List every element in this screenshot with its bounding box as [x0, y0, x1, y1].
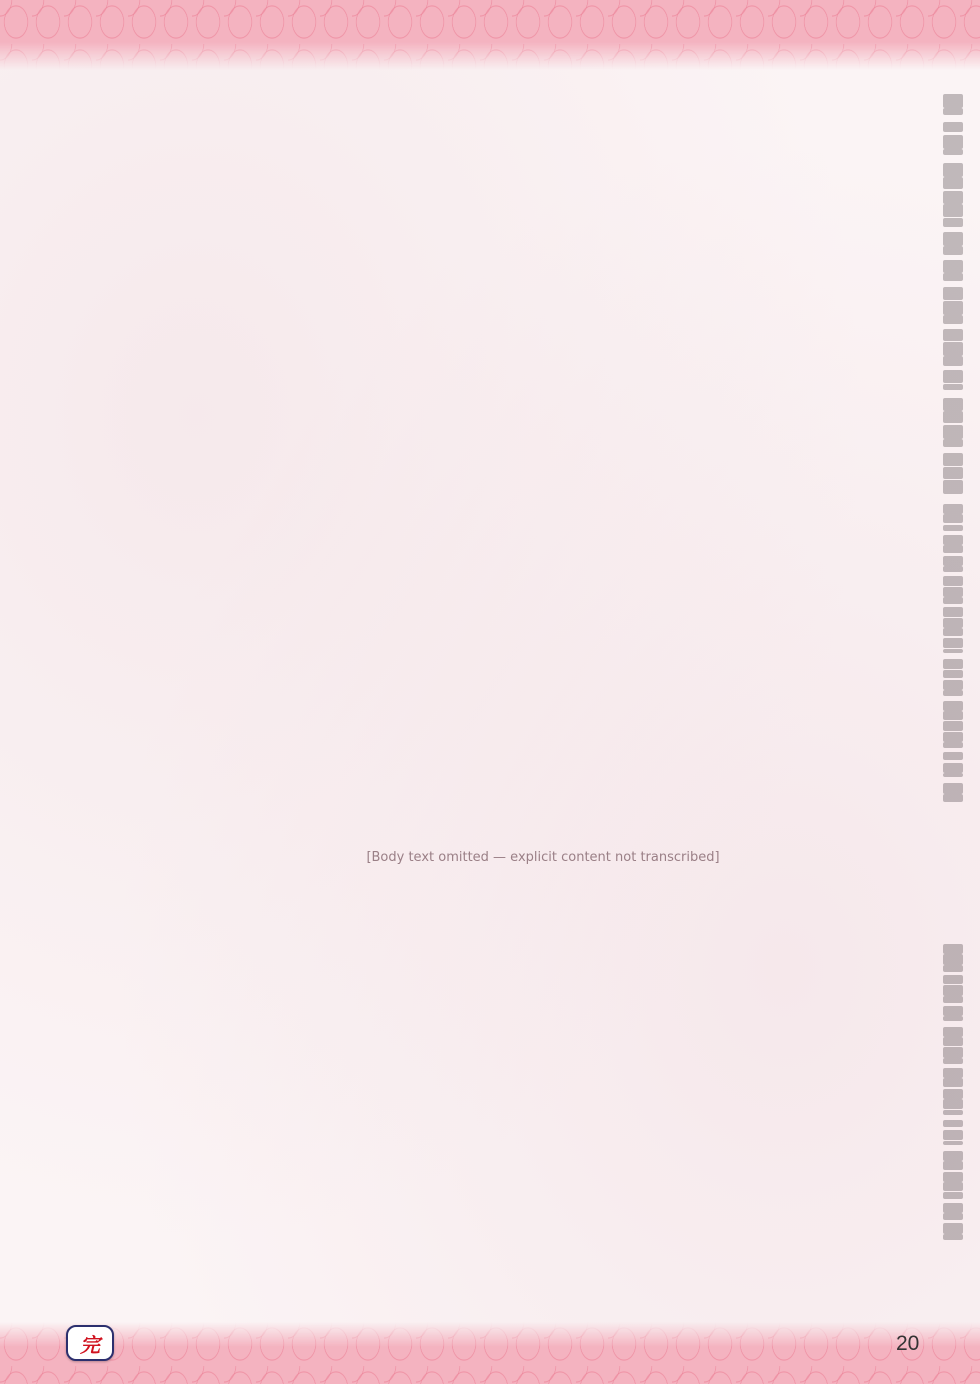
text-column-placeholder [943, 556, 963, 566]
text-column [939, 108, 968, 122]
page-number: 20 [896, 1332, 920, 1355]
text-column [939, 996, 968, 1006]
text-column-placeholder [943, 1234, 963, 1240]
text-column [939, 356, 968, 370]
text-column-placeholder [943, 329, 963, 341]
text-column-placeholder [943, 954, 963, 964]
text-column-placeholder [943, 985, 963, 995]
text-column-placeholder [943, 670, 963, 678]
text-column [939, 370, 968, 384]
text-column-placeholder [943, 1213, 963, 1220]
text-column [939, 1120, 968, 1130]
text-column [939, 576, 968, 586]
text-column-placeholder [943, 1016, 963, 1021]
text-column [939, 1068, 968, 1078]
text-column-placeholder [943, 649, 963, 654]
text-column-placeholder [943, 1141, 963, 1145]
text-column [939, 1110, 968, 1120]
text-column-placeholder [943, 944, 963, 954]
text-column [939, 944, 968, 954]
bottom-lattice-border [0, 1322, 980, 1384]
text-column-placeholder [943, 783, 963, 793]
text-column-placeholder [943, 370, 963, 383]
text-column [939, 1130, 968, 1140]
text-column [939, 163, 968, 177]
text-column-placeholder [943, 525, 963, 531]
text-column [939, 246, 968, 260]
text-column [939, 287, 968, 301]
text-column-placeholder [943, 566, 963, 572]
text-column-placeholder [943, 1120, 963, 1127]
text-column-placeholder [943, 1037, 963, 1045]
text-column-placeholder [943, 204, 963, 216]
text-column [939, 94, 968, 108]
text-tier-2 [118, 504, 968, 804]
text-column-placeholder [943, 1089, 963, 1099]
text-column [939, 721, 968, 731]
text-column-placeholder [943, 439, 963, 447]
text-column [939, 587, 968, 597]
text-column [939, 425, 968, 439]
text-column-placeholder [943, 1192, 963, 1198]
text-column [939, 954, 968, 964]
text-column-placeholder [943, 576, 963, 586]
end-mark-text: 完 [80, 1332, 100, 1357]
text-column [939, 556, 968, 566]
text-column-placeholder [943, 1182, 963, 1191]
text-column [939, 1213, 968, 1223]
text-column-placeholder [943, 514, 963, 523]
text-column [939, 1047, 968, 1057]
text-tier-1 [118, 94, 968, 494]
text-column [939, 732, 968, 742]
text-column-placeholder [943, 411, 963, 422]
text-column [939, 965, 968, 975]
text-column [939, 1016, 968, 1026]
text-column-placeholder [943, 218, 963, 227]
text-column [939, 1223, 968, 1233]
text-column [939, 680, 968, 690]
text-column-placeholder [943, 732, 963, 742]
text-column-placeholder [943, 135, 963, 149]
text-column-placeholder [943, 1203, 963, 1213]
text-column-placeholder [943, 1068, 963, 1078]
text-column [939, 480, 968, 494]
text-column-placeholder [943, 587, 963, 597]
text-column-placeholder [943, 425, 963, 439]
text-column-placeholder [943, 1161, 963, 1170]
text-column-placeholder [943, 1006, 963, 1016]
text-column-placeholder [943, 597, 963, 604]
text-column [939, 1058, 968, 1068]
text-column-placeholder [943, 287, 963, 300]
text-column [939, 329, 968, 343]
text-column [939, 191, 968, 205]
text-column-placeholder [943, 1078, 963, 1087]
text-column-placeholder [943, 1099, 963, 1109]
text-column [939, 1027, 968, 1037]
text-column [939, 1037, 968, 1047]
text-column-placeholder [943, 398, 963, 412]
text-column-placeholder [943, 545, 963, 552]
text-column [939, 514, 968, 524]
text-column [939, 763, 968, 773]
text-column [939, 453, 968, 467]
text-column-placeholder [943, 1058, 963, 1064]
text-column [939, 1099, 968, 1109]
text-column [939, 566, 968, 576]
text-column [939, 315, 968, 329]
text-column [939, 301, 968, 315]
text-column [939, 149, 968, 163]
text-column-placeholder [943, 773, 963, 777]
text-column-placeholder [943, 690, 963, 696]
text-column-placeholder [943, 232, 963, 246]
text-column-placeholder [943, 628, 963, 636]
text-column-placeholder [943, 356, 963, 366]
text-column [939, 1192, 968, 1202]
text-column [939, 1172, 968, 1182]
text-column [939, 384, 968, 398]
text-column [939, 628, 968, 638]
text-column-placeholder [943, 163, 963, 177]
text-column-placeholder [943, 108, 963, 116]
text-column-placeholder [943, 453, 963, 467]
text-column-placeholder [943, 1047, 963, 1057]
text-column-placeholder [943, 711, 963, 720]
text-column-placeholder [943, 1151, 963, 1161]
text-column [939, 1182, 968, 1192]
text-column [939, 638, 968, 648]
text-column [939, 618, 968, 628]
text-column [939, 218, 968, 232]
text-column [939, 690, 968, 700]
text-column [939, 742, 968, 752]
text-column-placeholder [943, 122, 963, 132]
text-column [939, 1141, 968, 1151]
text-column-placeholder [943, 191, 963, 204]
text-tier-3 [118, 944, 968, 1244]
text-column [939, 1234, 968, 1244]
text-column [939, 985, 968, 995]
text-column [939, 122, 968, 136]
text-column-placeholder [943, 315, 963, 324]
text-column-placeholder [943, 384, 963, 390]
text-column [939, 467, 968, 481]
text-column-placeholder [943, 1172, 963, 1182]
text-column [939, 135, 968, 149]
text-column-placeholder [943, 342, 963, 356]
text-column [939, 545, 968, 555]
text-column [939, 1078, 968, 1088]
text-column [939, 975, 968, 985]
omitted-content-note: [Body text omitted — explicit content not transcribed] [366, 850, 720, 865]
text-column-placeholder [943, 742, 963, 748]
text-column-placeholder [943, 638, 963, 648]
text-column-placeholder [943, 680, 963, 690]
text-column-placeholder [943, 177, 963, 189]
text-column [939, 649, 968, 659]
text-column [939, 752, 968, 762]
text-column [939, 670, 968, 680]
text-column-placeholder [943, 1027, 963, 1037]
text-column [939, 204, 968, 218]
text-column-placeholder [943, 504, 963, 514]
text-column [939, 1203, 968, 1213]
text-column [939, 260, 968, 274]
text-column-placeholder [943, 1130, 963, 1140]
text-column [939, 607, 968, 617]
text-column-placeholder [943, 965, 963, 972]
text-column [939, 535, 968, 545]
text-column [939, 342, 968, 356]
text-column [939, 701, 968, 711]
text-column [939, 1006, 968, 1016]
text-column-placeholder [943, 618, 963, 628]
text-column-placeholder [943, 535, 963, 545]
text-column [939, 273, 968, 287]
text-column-placeholder [943, 794, 963, 803]
text-column [939, 659, 968, 669]
text-column-placeholder [943, 94, 963, 108]
text-column [939, 783, 968, 793]
text-column [939, 177, 968, 191]
text-column [939, 504, 968, 514]
text-column-placeholder [943, 996, 963, 1004]
text-column [939, 232, 968, 246]
text-column [939, 398, 968, 412]
text-column-placeholder [943, 701, 963, 711]
text-column-placeholder [943, 273, 963, 281]
end-mark-badge [66, 1325, 114, 1361]
text-column [939, 794, 968, 804]
text-column-placeholder [943, 763, 963, 773]
text-column-placeholder [943, 467, 963, 479]
text-column-placeholder [943, 1110, 963, 1116]
text-column-placeholder [943, 659, 963, 669]
text-column [939, 773, 968, 783]
top-lattice-border [0, 0, 980, 70]
text-column-placeholder [943, 301, 963, 315]
text-column [939, 1089, 968, 1099]
text-column [939, 411, 968, 425]
text-column-placeholder [943, 246, 963, 256]
text-column [939, 1151, 968, 1161]
text-column-placeholder [943, 149, 963, 155]
text-column-placeholder [943, 480, 963, 493]
text-column-placeholder [943, 607, 963, 616]
text-column [939, 1161, 968, 1171]
text-column-placeholder [943, 1223, 963, 1233]
text-column [939, 525, 968, 535]
text-column [939, 439, 968, 453]
text-column-placeholder [943, 975, 963, 984]
text-column-placeholder [943, 260, 963, 274]
text-column [939, 597, 968, 607]
text-column-placeholder [943, 721, 963, 731]
text-column-placeholder [943, 752, 963, 759]
text-column [939, 711, 968, 721]
